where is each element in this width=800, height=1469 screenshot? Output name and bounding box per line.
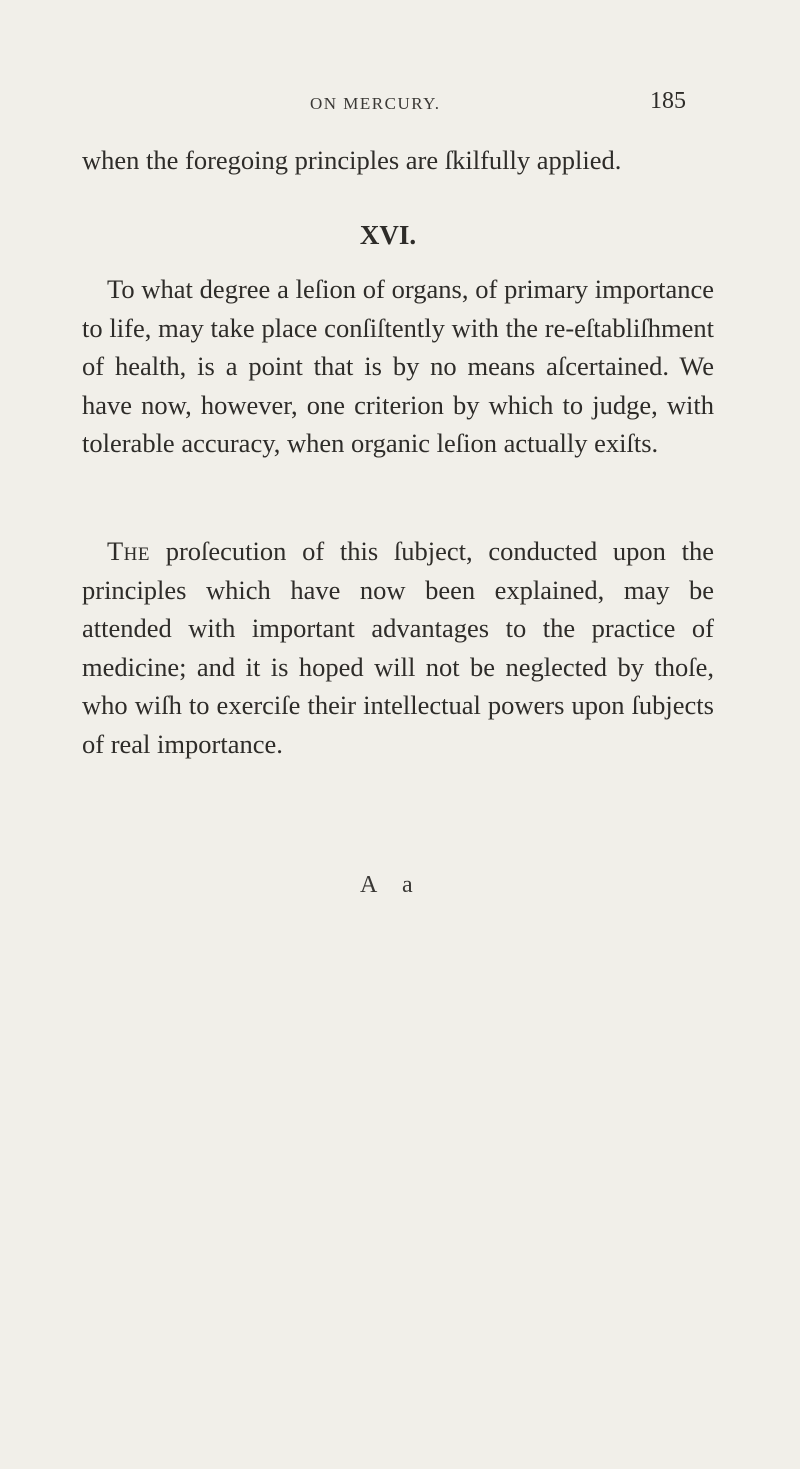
paragraph-continuation [82,141,714,180]
paragraph-text: To what degree a leſion of organs, of primary importance to life, may take place conſiſtently with the re-eſtabliſhment of health, is a point that is by no means aſcertained. We have now, however, one criterion by which to judge, with tolerable accuracy, when organic leſion actually exiſts. [82,274,714,458]
running-head [0,88,800,128]
paragraph-text: proſecution of this ſubject, conducted upon the principles which have now been explained, may be attended with important advantages to the practice of medicine; and it is hoped will not be neglected by thoſe, who wiſh to exerciſe their intellectual powers upon ſubjects of real importance. [82,536,714,759]
paragraph-section-xvi [82,270,714,463]
paragraph-prosecution [82,532,714,763]
paragraph-lead-word: The [107,536,151,566]
page-number: 185 [650,88,686,114]
running-title: ON MERCURY. [310,94,441,113]
paragraph-text: when the foregoing principles are ſkilfully applied. [82,145,622,175]
section-heading [0,220,800,251]
signature-mark: A a [360,872,423,898]
section-number: XVI. [359,220,417,250]
